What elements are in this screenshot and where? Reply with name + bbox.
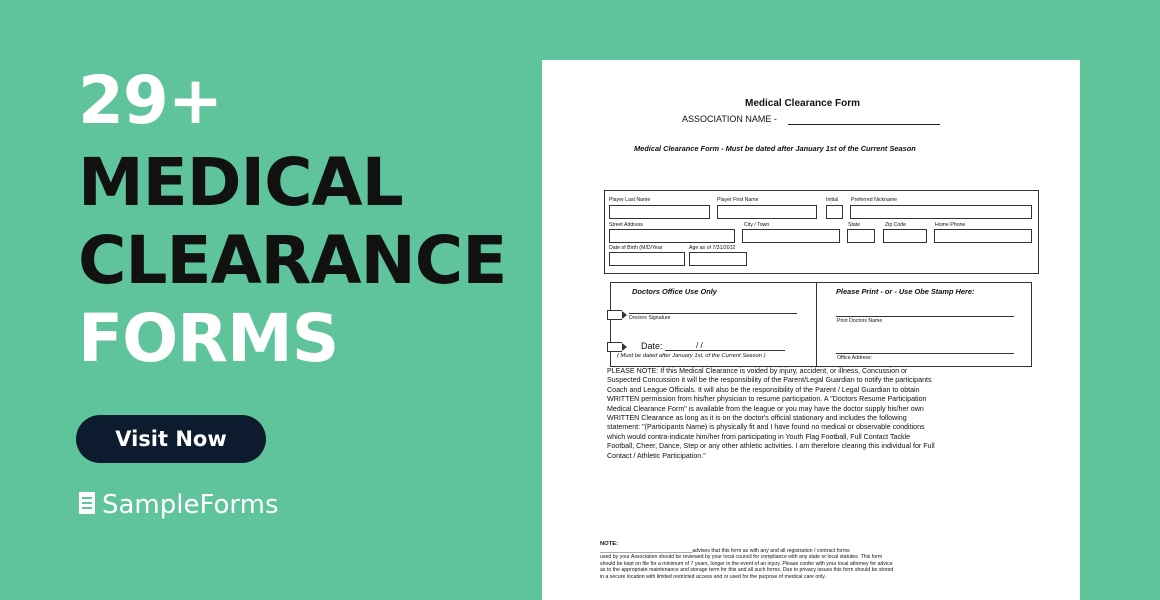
nickname-label: Preferred Nickname: [851, 197, 898, 203]
street-label: Street Address: [609, 222, 644, 228]
form-subtitle: Medical Clearance Form - Must be dated after January 1st of the Current Season: [634, 144, 916, 153]
nickname-field: [850, 205, 1032, 219]
date-line: [665, 350, 785, 351]
age-field: [689, 252, 747, 266]
headline-forms: FORMS: [78, 300, 339, 377]
phone-field: [934, 229, 1032, 243]
last-name-label: Player Last Name: [609, 197, 651, 203]
phone-label: Home Phone: [935, 222, 966, 228]
office-line: [836, 353, 1014, 354]
association-label: ASSOCIATION NAME -: [682, 114, 777, 124]
office-label: Office Address:: [837, 355, 873, 361]
doctor-box: [610, 282, 1032, 367]
initial-label: Initial: [826, 197, 839, 203]
form-preview: [542, 60, 1080, 600]
dob-field: [609, 252, 685, 266]
state-field: [847, 229, 875, 243]
zip-field: [883, 229, 927, 243]
brand-logo[interactable]: [78, 490, 279, 520]
city-label: City / Town: [744, 222, 770, 228]
brand-name: SampleForms: [102, 490, 279, 520]
signature-arrow-icon: [607, 310, 622, 320]
first-name-label: Player First Name: [717, 197, 759, 203]
date-slashes: / /: [696, 341, 703, 350]
print-name-label: Print Doctors Name: [837, 318, 883, 324]
print-name-line: [836, 316, 1014, 317]
date-note: ( Must be dated after January 1st, of the Current Season ): [617, 353, 766, 359]
initial-field: [826, 205, 843, 219]
doctor-box-divider: [816, 283, 817, 366]
headline-clearance: CLEARANCE: [78, 222, 507, 299]
form-title: Medical Clearance Form: [745, 98, 861, 109]
visit-now-button[interactable]: Visit Now: [76, 415, 266, 463]
state-label: State: [848, 222, 861, 228]
first-name-field: [717, 205, 817, 219]
dob-label: Date of Birth (M/D/Year: [609, 245, 663, 251]
last-name-field: [609, 205, 710, 219]
headline-medical: MEDICAL: [78, 144, 403, 221]
date-arrow-icon: [607, 342, 622, 352]
document-icon: [78, 491, 96, 520]
signature-label: Doctors Signature: [629, 315, 671, 321]
zip-label: Zip Code: [885, 222, 907, 228]
signature-line: [629, 313, 797, 314]
date-label: Date:: [641, 341, 663, 351]
player-info-box: [604, 190, 1039, 274]
notice-paragraph: PLEASE NOTE: If this Medical Clearance is voided by injury, accident, or illness, Concussion or Suspected Concussion it will be the responsibility of the Parent/Legal Guardian to notify the participants Coach and League Officials. It will also be the responsibility of the Parent / Legal Guardian to obtain WRITTEN permission from his/her physician to resume participation. A "Doctors Resume Participation Medical Clearance Form" is available from the league or you may have the doctor supply his/her own WRITTEN Clearance as long as it is on the doctor's official stationary and includes the following statement: "(Participants Name) is physically fit and I have found no medical or observable conditions which would contra-indicate him/her from participating in Youth Flag Football, Full Contact Tackle Football, Cheer, Dance, Step or any other athletic activities. I am therefore clearing this individual for Full Contact / Athletic Participation.": [607, 367, 935, 460]
street-field: [609, 229, 735, 243]
headline-count: 29+: [78, 62, 223, 139]
footnote-label: NOTE:: [600, 541, 619, 547]
city-field: [742, 229, 840, 243]
association-line: [788, 124, 940, 125]
doctor-heading: Doctors Office Use Only: [632, 287, 717, 296]
footnote-text: ________________________________advises that this form as with any and all registration / contract forms used by your Association should be reviewed by your local council for compliance with any state or local statutes. This form should be kept on file for a minimum of 7 years, longer in the event of an injury. Please confer with your local attorney for advice as to the appropriate maintenance and storage term for this and all such forms. Due to privacy issues this form should be stored in a secure location with limited restricted access and or used for the purpose of medical care only.: [600, 548, 894, 580]
age-label: Age as of 7/31/2012: [689, 245, 736, 251]
stamp-heading: Please Print - or - Use Obe Stamp Here:: [836, 287, 975, 296]
